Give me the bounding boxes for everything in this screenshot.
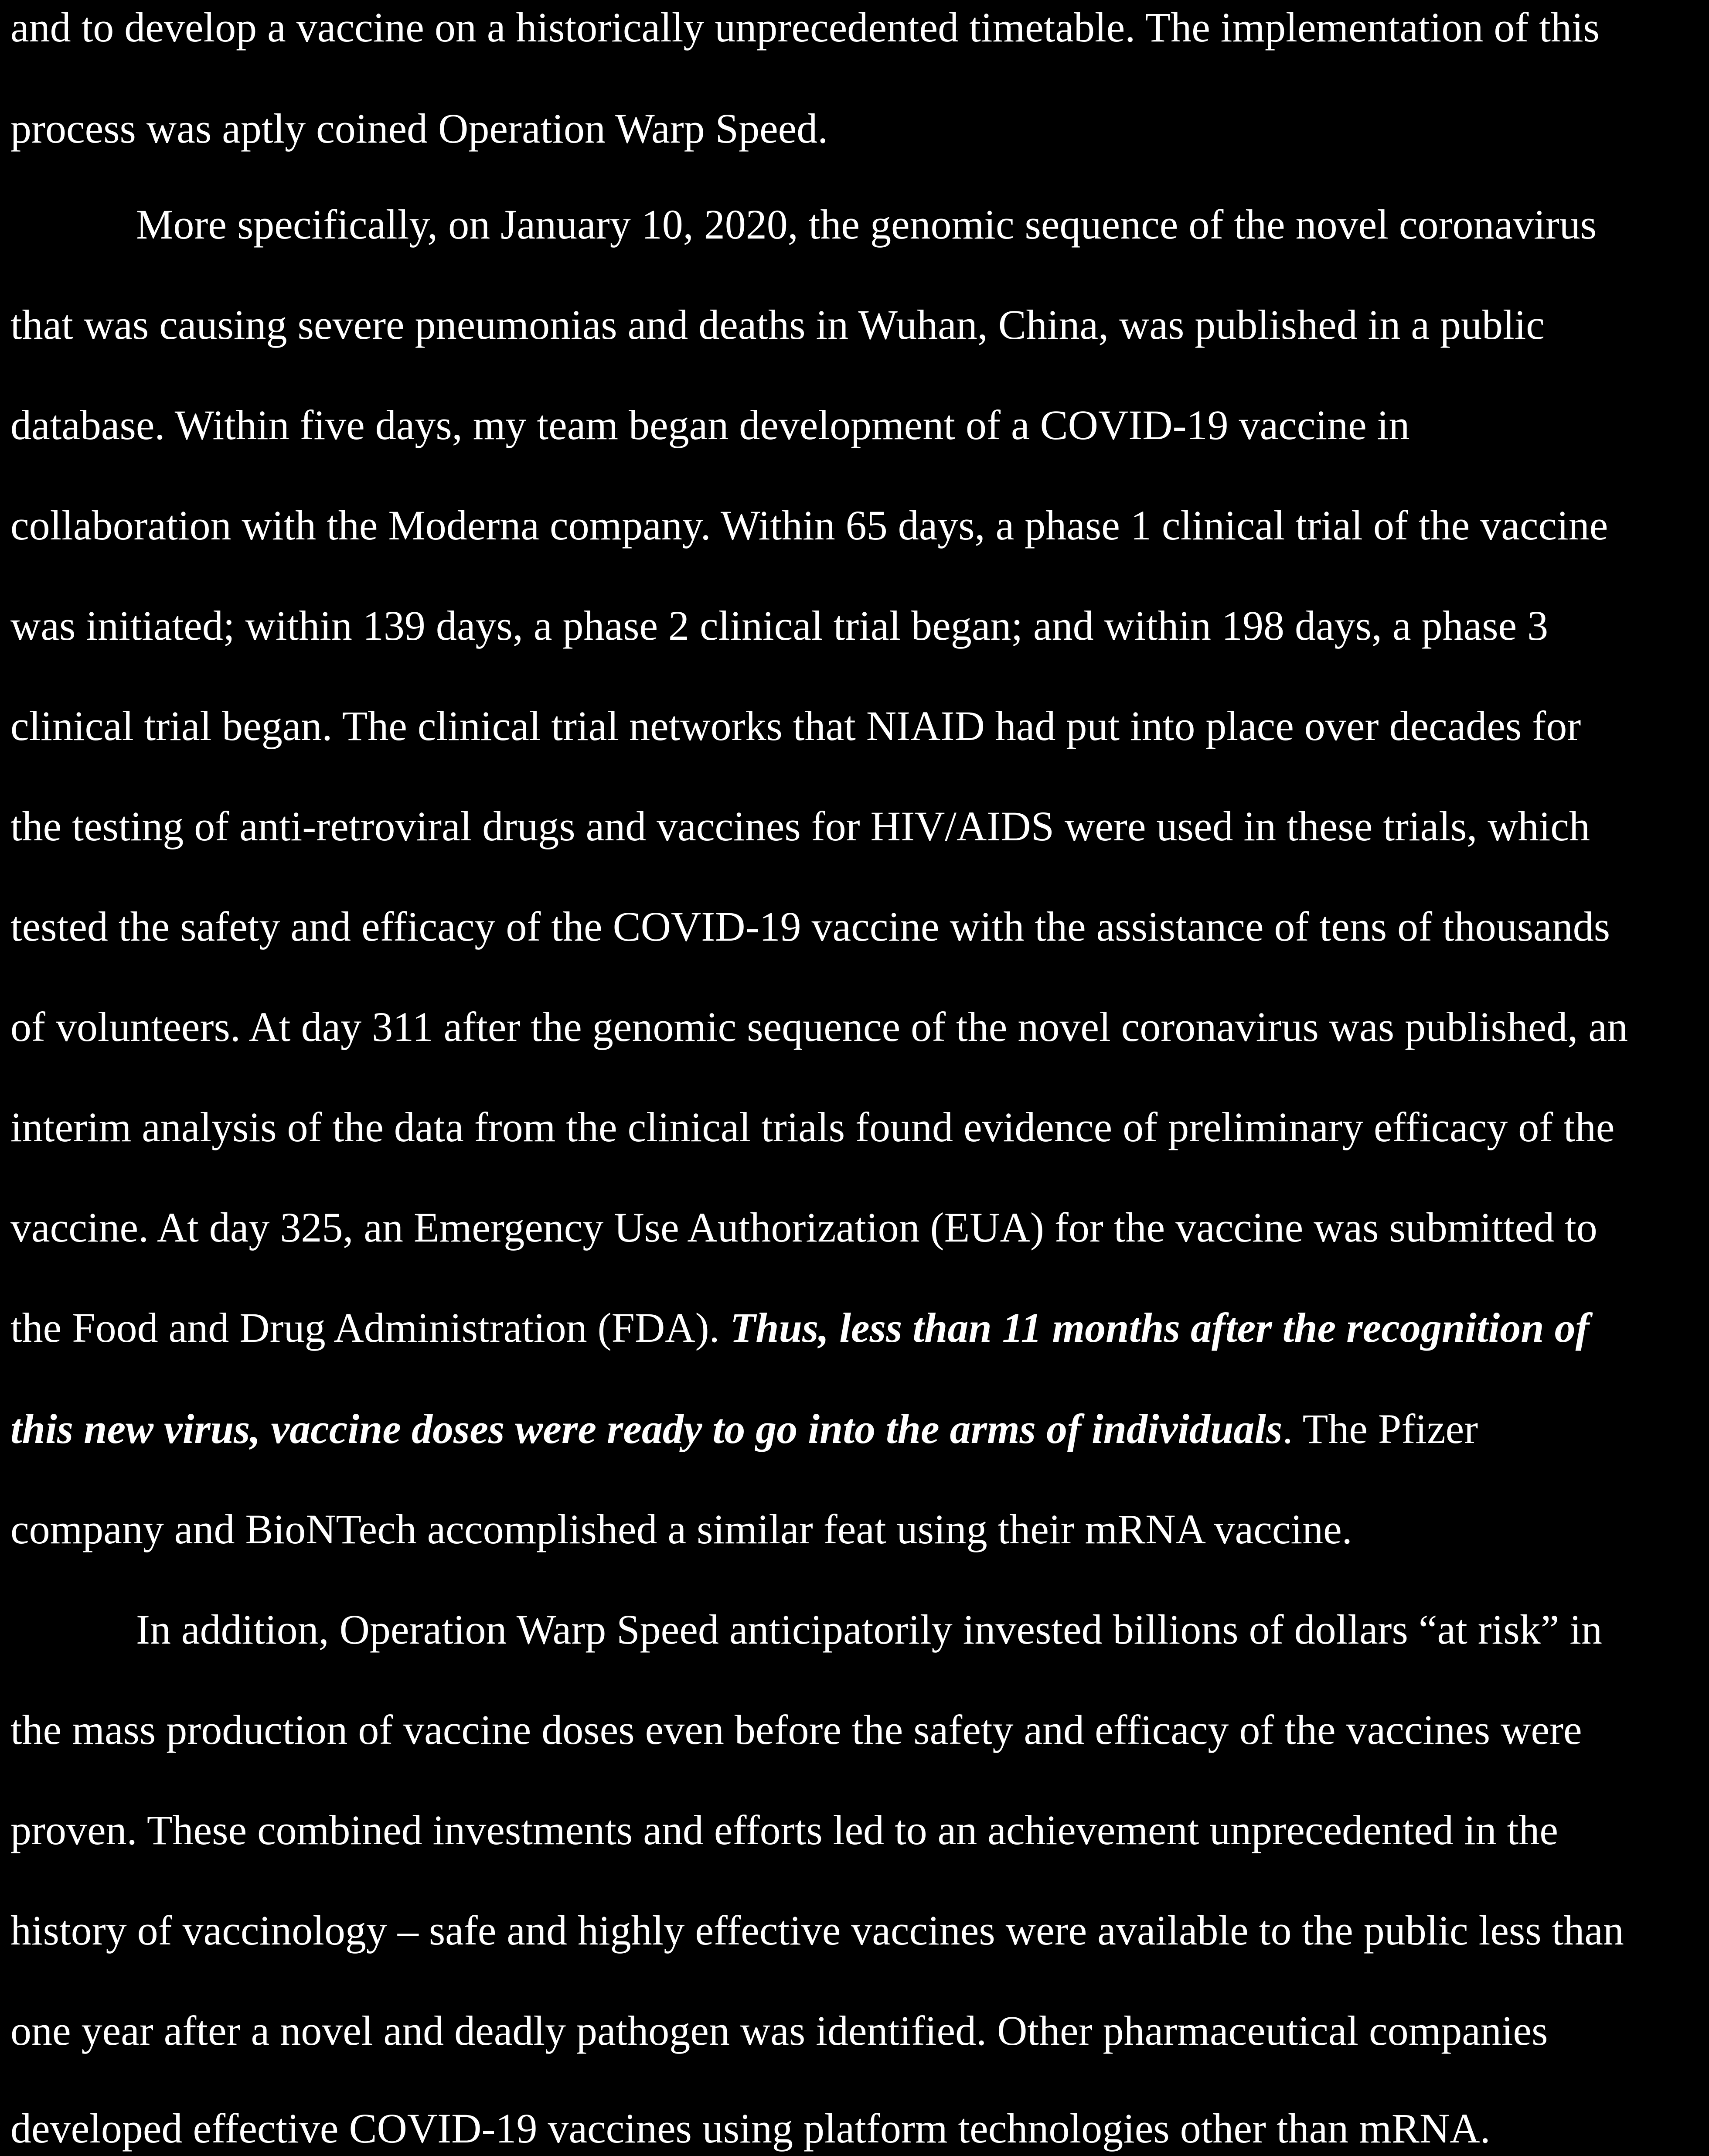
body-text-line-6: collaboration with the Moderna company. Within 65 days, a phase 1 clinical trial of the vaccine: [10, 502, 1608, 549]
body-text-line-15: [10, 1405, 1478, 1453]
body-text-line-20: history of vaccinology – safe and highly effective vaccines were available to the public less than: [10, 1907, 1624, 1954]
body-text-line-4: that was causing severe pneumonias and deaths in Wuhan, China, was published in a public: [10, 301, 1545, 348]
body-text-line-21: one year after a novel and deadly pathogen was identified. Other pharmaceutical companies: [10, 2007, 1548, 2054]
paragraph-1-first-line: More specifically, on January 10, 2020, the genomic sequence of the novel coronavirus: [136, 201, 1597, 248]
emphasized-text: this new virus, vaccine doses were ready to go into the arms of individuals: [10, 1405, 1283, 1452]
body-text-line-5: database. Within five days, my team began development of a COVID-19 vaccine in: [10, 402, 1410, 448]
plain-text: the Food and Drug Administration (FDA).: [10, 1304, 730, 1351]
plain-text: . The Pfizer: [1282, 1405, 1478, 1452]
body-text-line-18: the mass production of vaccine doses even before the safety and efficacy of the vaccines were: [10, 1706, 1582, 1753]
body-text-line-22: developed effective COVID-19 vaccines using platform technologies other than mRNA.: [10, 2105, 1491, 2152]
body-text-line-7: was initiated; within 139 days, a phase 2 clinical trial began; and within 198 days, a phase 3: [10, 602, 1549, 649]
body-text-line-2: process was aptly coined Operation Warp Speed.: [10, 105, 828, 152]
body-text-line-8: clinical trial began. The clinical trial networks that NIAID had put into place over decades for: [10, 703, 1581, 749]
body-text-line-11: of volunteers. At day 311 after the genomic sequence of the novel coronavirus was published, an: [10, 1003, 1628, 1050]
body-text-line-1: and to develop a vaccine on a historically unprecedented timetable. The implementation of this: [10, 4, 1600, 51]
emphasized-text: Thus, less than 11 months after the recognition of: [730, 1304, 1590, 1351]
body-text-line-9: the testing of anti-retroviral drugs and vaccines for HIV/AIDS were used in these trials, which: [10, 803, 1590, 849]
body-text-line-14: [10, 1304, 1590, 1352]
body-text-line-13: vaccine. At day 325, an Emergency Use Authorization (EUA) for the vaccine was submitted to: [10, 1204, 1597, 1251]
body-text-line-19: proven. These combined investments and efforts led to an achievement unprecedented in the: [10, 1807, 1558, 1853]
body-text-line-12: interim analysis of the data from the clinical trials found evidence of preliminary efficacy of the: [10, 1104, 1615, 1150]
body-text-line-10: tested the safety and efficacy of the COVID-19 vaccine with the assistance of tens of thousands: [10, 903, 1610, 950]
body-text-line-16: company and BioNTech accomplished a similar feat using their mRNA vaccine.: [10, 1506, 1352, 1552]
paragraph-2-first-line: In addition, Operation Warp Speed anticipatorily invested billions of dollars “at risk” in: [136, 1606, 1603, 1653]
